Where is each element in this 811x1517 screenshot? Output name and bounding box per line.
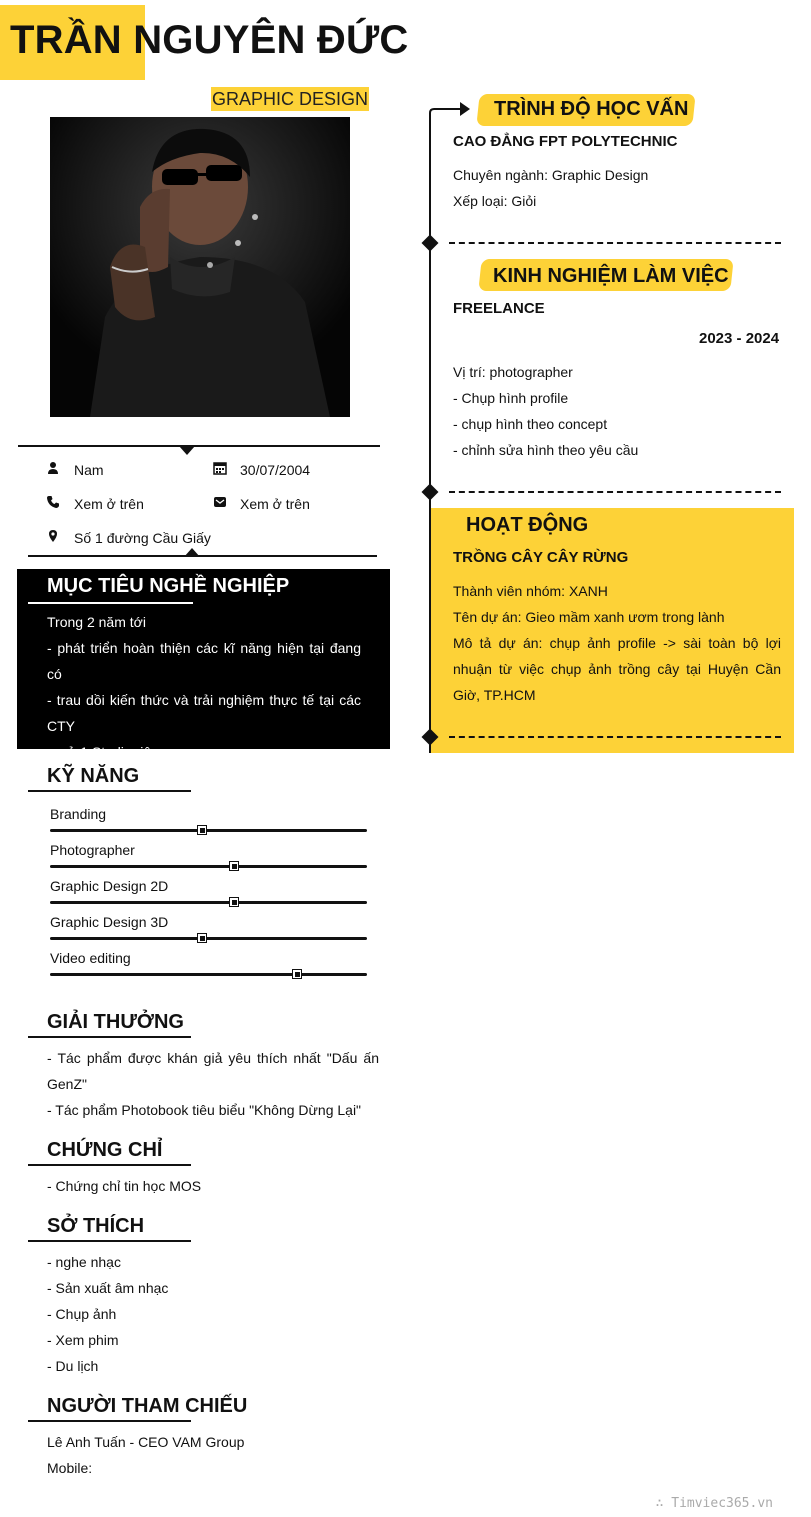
skill-level-marker <box>197 933 207 943</box>
education-line: Xếp loại: Giỏi <box>453 193 537 209</box>
calendar-icon <box>213 461 227 480</box>
gender-value: Nam <box>74 462 104 478</box>
education-school: CAO ĐẲNG FPT POLYTECHNIC <box>453 133 678 150</box>
email-value[interactable]: Xem ở trên <box>240 496 310 512</box>
skill-bar <box>50 937 367 940</box>
info-top-rule <box>18 445 380 447</box>
certificates-body <box>47 1173 201 1199</box>
references-body <box>47 1429 244 1481</box>
objective-line: - mở 1 Studio riêng <box>47 744 167 760</box>
skills-title: KỸ NĂNG <box>47 765 140 787</box>
timeline-node <box>422 235 439 252</box>
hobby-item: - Sản xuất âm nhạc <box>47 1280 169 1296</box>
activities-body <box>453 578 781 708</box>
certificates-underline <box>28 1164 191 1166</box>
timeline-line-overlay <box>429 508 431 753</box>
awards-underline <box>28 1036 191 1038</box>
address-value: Số 1 đường Cầu Giấy <box>74 530 211 546</box>
experience-line: Vị trí: photographer <box>453 364 573 380</box>
skill-name: Branding <box>50 806 107 822</box>
hobby-item: - Du lịch <box>47 1358 99 1374</box>
timeline-node <box>422 484 439 501</box>
award-item: - Tác phẩm được khán giả yêu thích nhất "Dấu ấn GenZ" <box>47 1050 379 1092</box>
activities-line: Mô tả dự án: chụp ảnh profile -> sài toàn bộ lợi nhuận từ việc chụp ảnh trồng cây tại Huyện Cần Giờ, TP.HCM <box>453 635 781 703</box>
experience-title: KINH NGHIỆM LÀM VIỆC <box>493 265 729 287</box>
skill-level-marker <box>197 825 207 835</box>
phone-icon <box>46 495 60 514</box>
reference-item: Lê Anh Tuấn - CEO VAM Group <box>47 1434 245 1450</box>
watermark: ∴ Timviec365.vn <box>655 1496 773 1511</box>
experience-body <box>453 359 638 463</box>
certificates-title: CHỨNG CHỈ <box>47 1139 163 1161</box>
activities-title: HOẠT ĐỘNG <box>466 514 589 536</box>
education-divider <box>449 242 781 244</box>
skill-name: Video editing <box>50 950 131 966</box>
objective-underline <box>28 602 193 604</box>
profile-photo <box>50 117 350 417</box>
skill-name: Photographer <box>50 842 135 858</box>
skill-bar <box>50 901 367 904</box>
experience-line: - chỉnh sửa hình theo yêu cầu <box>453 442 639 458</box>
hobbies-underline <box>28 1240 191 1242</box>
hobby-item: - nghe nhạc <box>47 1254 121 1270</box>
awards-body <box>47 1045 379 1123</box>
objective-line: - phát triển hoàn thiện các kĩ năng hiện tại đang có <box>47 640 361 682</box>
skill-bar <box>50 829 367 832</box>
skill-bar <box>50 865 367 868</box>
activities-divider <box>449 736 781 738</box>
dob-value: 30/07/2004 <box>240 462 311 478</box>
hobbies-title: SỞ THÍCH <box>47 1215 145 1237</box>
info-bottom-rule <box>28 555 377 557</box>
education-line: Chuyên ngành: Graphic Design <box>453 167 649 183</box>
education-title: TRÌNH ĐỘ HỌC VẤN <box>494 98 689 120</box>
activities-line: Tên dự án: Gieo mầm xanh ươm trong lành <box>453 609 725 625</box>
location-pin-icon <box>46 529 60 548</box>
skills-underline <box>28 790 191 792</box>
experience-line: - chụp hình theo concept <box>453 416 608 432</box>
hobby-item: - Chụp ảnh <box>47 1306 117 1322</box>
award-item: - Tác phẩm Photobook tiêu biểu "Không Dừng Lại" <box>47 1102 362 1118</box>
hobbies-body <box>47 1249 168 1379</box>
reference-item: Mobile: <box>47 1460 93 1476</box>
references-title: NGƯỜI THAM CHIẾU <box>47 1395 248 1417</box>
references-underline <box>28 1420 191 1422</box>
activities-section <box>430 508 794 753</box>
education-body <box>453 162 648 214</box>
skill-level-marker <box>292 969 302 979</box>
objective-body <box>47 609 361 765</box>
skill-level-marker <box>229 861 239 871</box>
skill-level-marker <box>229 897 239 907</box>
skill-name: Graphic Design 2D <box>50 878 169 894</box>
job-title: GRAPHIC DESIGN <box>212 89 369 109</box>
user-icon <box>46 461 60 480</box>
skill-bar <box>50 973 367 976</box>
experience-period: 2023 - 2024 <box>699 330 780 347</box>
hobby-item: - Xem phim <box>47 1332 119 1348</box>
info-top-pointer <box>179 446 195 455</box>
phone-value[interactable]: Xem ở trên <box>74 496 144 512</box>
activities-name: TRỒNG CÂY CÂY RỪNG <box>453 549 629 566</box>
certificate-item: - Chứng chỉ tin học MOS <box>47 1178 202 1194</box>
objective-section <box>17 569 390 760</box>
experience-company: FREELANCE <box>453 300 545 317</box>
skill-name: Graphic Design 3D <box>50 914 169 930</box>
objective-line: Trong 2 năm tới <box>47 614 146 630</box>
experience-divider <box>449 491 781 493</box>
objective-line: - trau dồi kiến thức và trải nghiệm thực tế tại các CTY <box>47 692 361 734</box>
email-icon <box>213 495 227 514</box>
activities-line: Thành viên nhóm: XANH <box>453 583 608 599</box>
experience-line: - Chụp hình profile <box>453 390 569 406</box>
timeline-arrow-icon <box>428 99 473 123</box>
awards-title: GIẢI THƯỞNG <box>47 1011 184 1033</box>
objective-title: MỤC TIÊU NGHỀ NGHIỆP <box>47 575 290 597</box>
candidate-name: TRẦN NGUYÊN ĐỨC <box>10 18 409 62</box>
